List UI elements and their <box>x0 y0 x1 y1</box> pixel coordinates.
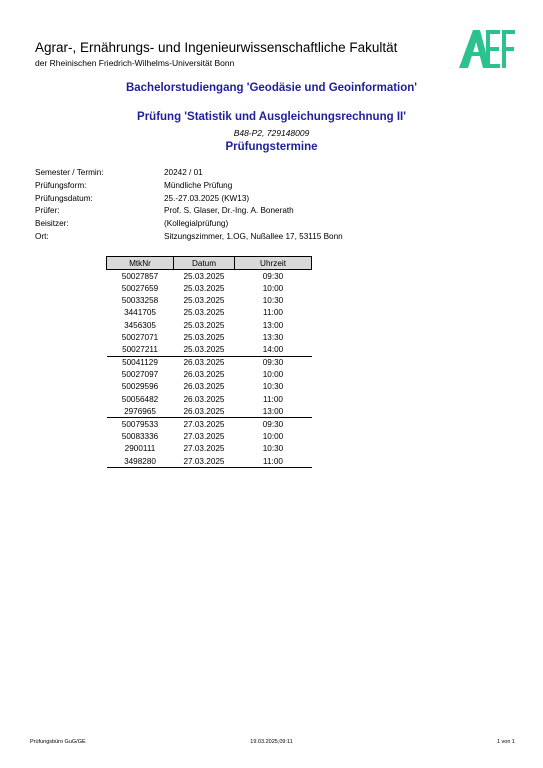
footer-office: Prüfungsbüro GuG/GE <box>30 739 86 745</box>
cell-uhrzeit: 09:30 <box>262 271 284 281</box>
info-value: (Kollegialprüfung) <box>164 219 229 229</box>
cell-datum: 27.03.2025 <box>174 418 235 431</box>
table-row <box>107 319 312 331</box>
table-row <box>107 418 312 431</box>
cell-mtknr: 50027857 <box>121 271 159 281</box>
cell-mtknr: 50029596 <box>121 382 159 392</box>
table-row <box>107 270 312 283</box>
exam-title: Prüfung 'Statistik und Ausgleichungsrechnung II' <box>137 111 406 123</box>
cell-datum: 27.03.2025 <box>183 444 225 454</box>
cell-uhrzeit: 09:30 <box>235 356 312 369</box>
cell-uhrzeit: 10:30 <box>262 382 284 392</box>
page-heading: Prüfungstermine <box>225 141 318 153</box>
cell-uhrzeit: 10:00 <box>262 370 284 380</box>
cell-uhrzeit: 13:00 <box>262 320 284 330</box>
info-value: 25.-27.03.2025 (KW13) <box>164 193 250 203</box>
info-value: Mündliche Prüfung <box>164 180 233 190</box>
cell-datum: 25.03.2025 <box>183 271 225 281</box>
info-value: 20242 / 01 <box>164 168 203 177</box>
cell-uhrzeit: 13:30 <box>262 332 284 342</box>
table-row <box>107 295 312 307</box>
cell-uhrzeit: 11:00 <box>235 455 312 468</box>
column-header-mtknr: MtkNr <box>107 257 174 270</box>
info-value: Prof. S. Glaser, Dr.-Ing. A. Bonerath <box>164 206 294 216</box>
cell-mtknr: 2976965 <box>124 406 156 416</box>
info-label: Prüfungsdatum: <box>35 193 93 203</box>
cell-uhrzeit: 10:30 <box>262 296 284 306</box>
cell-mtknr: 3441705 <box>124 308 156 318</box>
cell-mtknr: 50027071 <box>121 332 159 342</box>
cell-mtknr: 3498280 <box>107 455 174 468</box>
faculty-name: Agrar-, Ernährungs- und Ingenieurwissenschaftliche Fakultät <box>35 40 398 55</box>
cell-datum: 26.03.2025 <box>174 356 235 369</box>
cell-mtknr: 50041129 <box>107 356 174 369</box>
table-row <box>107 431 312 443</box>
footer-page-number: 1 von 1 <box>496 739 515 745</box>
cell-mtknr: 50079533 <box>107 418 174 431</box>
table-row <box>107 443 312 455</box>
program-title: Bachelorstudiengang 'Geodäsie und Geoinformation' <box>125 82 418 94</box>
cell-datum: 27.03.2025 <box>183 432 225 442</box>
info-label: Beisitzer: <box>35 219 69 229</box>
cell-mtknr: 2900111 <box>124 444 156 454</box>
cell-datum: 27.03.2025 <box>174 455 235 468</box>
cell-uhrzeit: 10:00 <box>262 283 284 293</box>
cell-mtknr: 50056482 <box>121 394 159 404</box>
cell-uhrzeit: 10:00 <box>262 432 284 442</box>
table-row <box>107 369 312 381</box>
footer-timestamp: 19.03.2025,09:11 <box>250 739 293 745</box>
cell-datum: 25.03.2025 <box>183 296 225 306</box>
cell-uhrzeit: 10:30 <box>262 444 284 454</box>
column-header-uhrzeit: Uhrzeit <box>235 257 312 270</box>
table-row <box>107 307 312 319</box>
table-header-row <box>107 257 312 270</box>
cell-datum: 25.03.2025 <box>183 332 225 342</box>
table-row <box>107 405 312 418</box>
info-label: Ort: <box>35 231 49 241</box>
cell-mtknr: 50033258 <box>121 296 159 306</box>
university-name: der Rheinischen Friedrich-Wilhelms-Universität Bonn <box>35 58 235 68</box>
faculty-logo <box>459 30 515 68</box>
cell-datum: 26.03.2025 <box>183 394 225 404</box>
cell-datum: 25.03.2025 <box>183 308 225 318</box>
table-row <box>107 455 312 468</box>
cell-uhrzeit: 14:00 <box>262 344 284 354</box>
cell-uhrzeit: 11:00 <box>263 394 283 404</box>
info-label: Prüfungsform: <box>35 180 87 190</box>
cell-mtknr: 50027097 <box>121 370 159 380</box>
cell-datum: 26.03.2025 <box>183 370 225 380</box>
info-label: Semester / Termin: <box>35 168 104 177</box>
cell-datum: 25.03.2025 <box>183 344 225 354</box>
info-value: Sitzungszimmer, 1.OG, Nußallee 17, 53115 Bonn <box>164 231 343 241</box>
table-row <box>107 381 312 393</box>
info-label: Prüfer: <box>35 206 60 216</box>
table-row <box>107 331 312 343</box>
cell-uhrzeit: 09:30 <box>235 418 312 431</box>
table-row <box>107 393 312 405</box>
cell-datum: 26.03.2025 <box>183 406 225 416</box>
cell-uhrzeit: 11:00 <box>263 308 283 318</box>
exam-code: B48-P2, 729148009 <box>233 128 310 138</box>
column-header-datum: Datum <box>174 257 235 270</box>
table-row <box>107 343 312 356</box>
cell-mtknr: 50083336 <box>121 432 159 442</box>
exam-schedule-table <box>106 256 312 468</box>
cell-mtknr: 3456305 <box>124 320 156 330</box>
cell-datum: 25.03.2025 <box>183 320 225 330</box>
cell-uhrzeit: 13:00 <box>262 406 284 416</box>
table-row <box>107 282 312 294</box>
cell-mtknr: 50027659 <box>121 283 159 293</box>
cell-datum: 25.03.2025 <box>183 283 225 293</box>
cell-mtknr: 50027211 <box>122 344 158 354</box>
table-row <box>107 356 312 369</box>
cell-datum: 26.03.2025 <box>183 382 225 392</box>
